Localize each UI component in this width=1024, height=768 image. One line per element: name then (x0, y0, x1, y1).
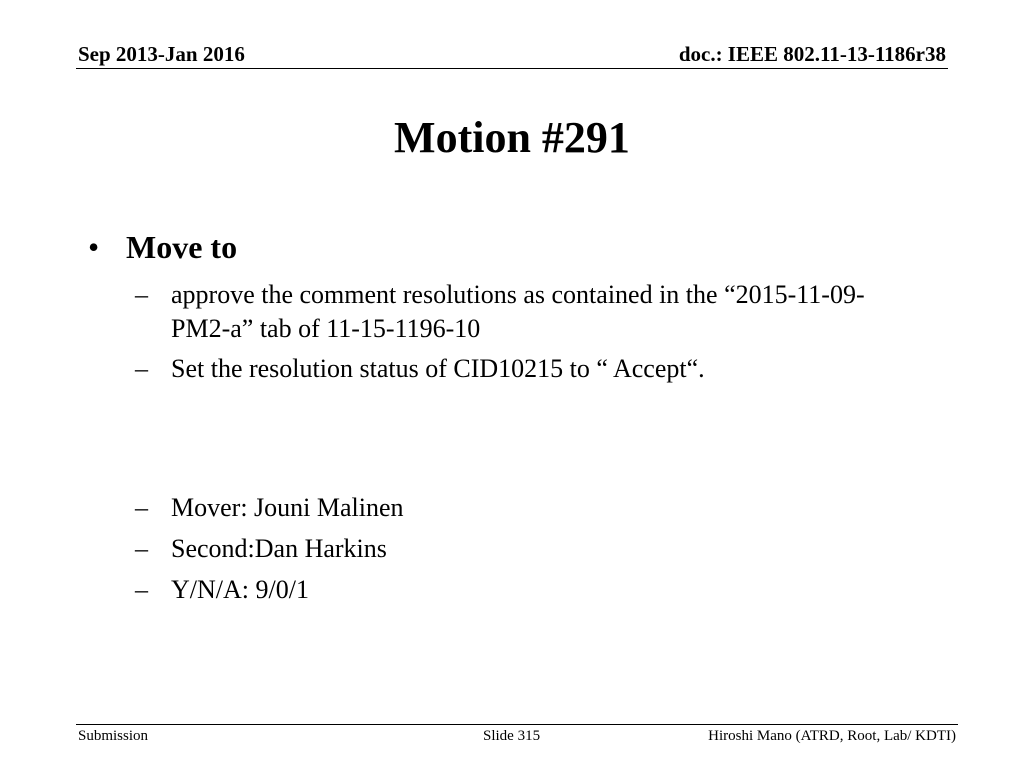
sub-item-vote-result (135, 573, 955, 607)
slide-title: Motion #291 (394, 113, 630, 162)
main-bullet-text: Move to (126, 229, 238, 265)
bullet-marker: • (88, 229, 100, 265)
footer-submission: Submission (78, 728, 149, 744)
sub-item-mover (135, 491, 955, 525)
sub-item-text: Second:Dan Harkins (171, 534, 387, 563)
dash-marker: – (135, 534, 148, 563)
header-date-range: Sep 2013-Jan 2016 (78, 42, 245, 66)
sub-item-resolution-status (135, 352, 955, 386)
sub-item-text-line-1: approve the comment resolutions as contained in the “2015-11-09- (171, 280, 865, 309)
dash-marker: – (135, 575, 148, 604)
sub-item-second (135, 532, 955, 566)
dash-marker: – (135, 493, 148, 522)
footer-slide-number: Slide 315 (483, 728, 541, 744)
sub-item-approve-resolutions (135, 278, 955, 346)
dash-marker: – (135, 354, 148, 383)
sub-item-text: Mover: Jouni Malinen (171, 493, 404, 522)
header-divider (76, 68, 948, 69)
sub-item-text: Set the resolution status of CID10215 to “ Accept“. (171, 354, 705, 383)
footer-divider (76, 724, 958, 725)
dash-marker: – (135, 280, 148, 309)
footer-author: Hiroshi Mano (ATRD, Root, Lab/ KDTI) (708, 728, 956, 744)
header-doc-id: doc.: IEEE 802.11-13-1186r38 (678, 42, 946, 66)
sub-item-text: Y/N/A: 9/0/1 (171, 575, 309, 604)
sub-item-text-line-2: PM2-a” tab of 11-15-1196-10 (171, 314, 481, 343)
